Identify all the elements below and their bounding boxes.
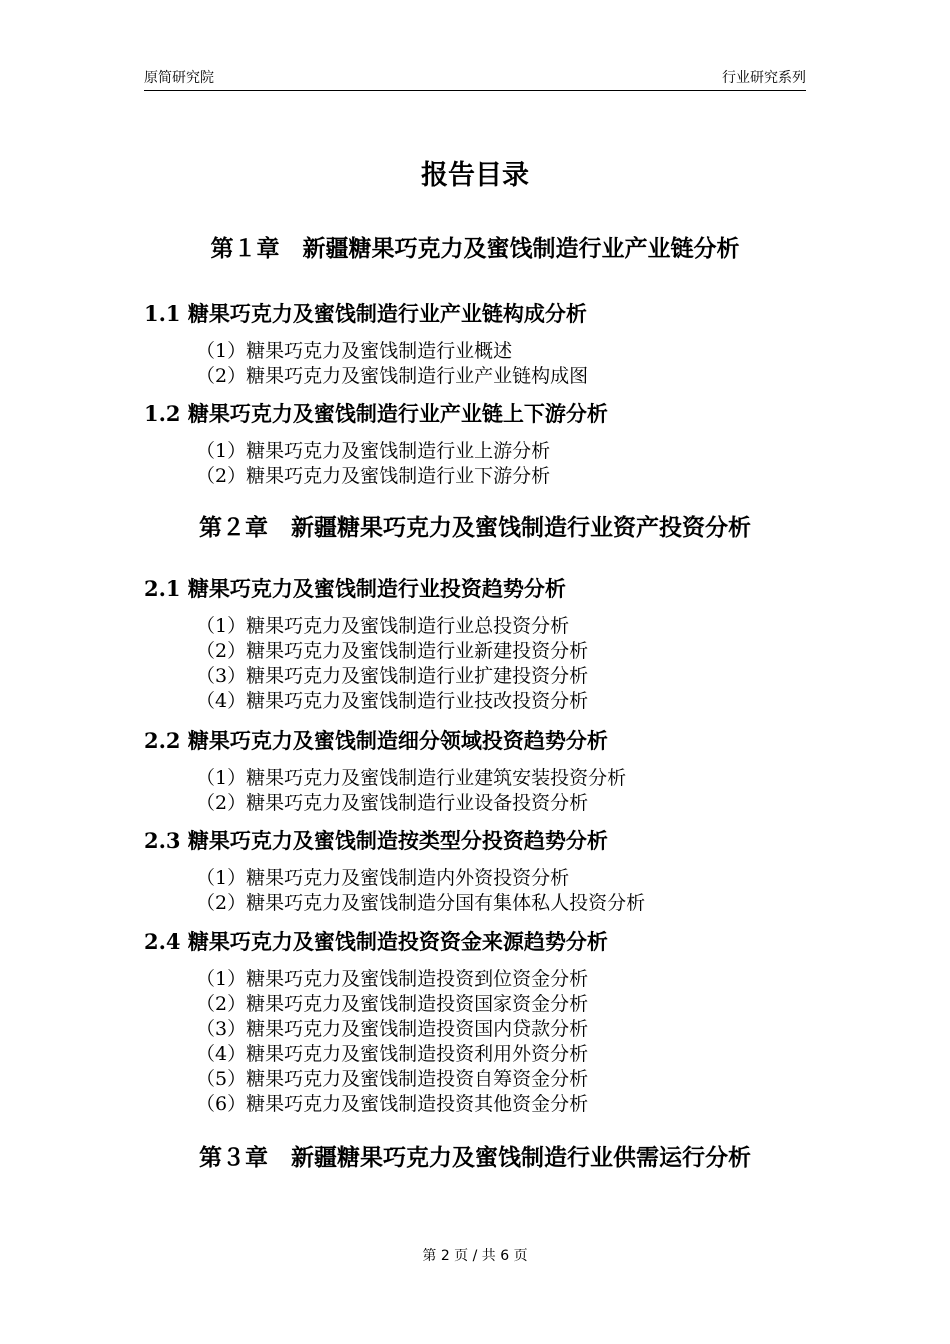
chapter-1-heading: 第１章 新疆糖果巧克力及蜜饯制造行业产业链分析: [210, 235, 740, 262]
section-1-2-heading: 1.2 糖果巧克力及蜜饯制造行业产业链上下游分析: [144, 401, 608, 426]
page-header: [144, 66, 806, 91]
toc-item: （1）糖果巧克力及蜜饯制造行业上游分析: [196, 440, 551, 462]
toc-item: （1）糖果巧克力及蜜饯制造行业建筑安装投资分析: [196, 767, 627, 789]
section-2-4-heading: 2.4 糖果巧克力及蜜饯制造投资资金来源趋势分析: [144, 929, 608, 954]
chapter-3-heading: 第３章 新疆糖果巧克力及蜜饯制造行业供需运行分析: [199, 1144, 751, 1171]
page-number-footer: 第 2 页 / 共 6 页: [422, 1248, 528, 1264]
section-2-2-heading: 2.2 糖果巧克力及蜜饯制造细分领域投资趋势分析: [144, 728, 608, 753]
toc-item: （3）糖果巧克力及蜜饯制造行业扩建投资分析: [196, 665, 589, 687]
toc-item: （4）糖果巧克力及蜜饯制造行业技改投资分析: [196, 690, 589, 712]
section-2-3-heading: 2.3 糖果巧克力及蜜饯制造按类型分投资趋势分析: [144, 828, 608, 853]
toc-item: （1）糖果巧克力及蜜饯制造内外资投资分析: [196, 867, 570, 889]
toc-item: （5）糖果巧克力及蜜饯制造投资自筹资金分析: [196, 1068, 589, 1090]
section-1-1-heading: 1.1 糖果巧克力及蜜饯制造行业产业链构成分析: [144, 301, 587, 326]
toc-item: （3）糖果巧克力及蜜饯制造投资国内贷款分析: [196, 1018, 589, 1040]
toc-item: （2）糖果巧克力及蜜饯制造行业下游分析: [196, 465, 551, 487]
toc-item: （2）糖果巧克力及蜜饯制造分国有集体私人投资分析: [196, 892, 646, 914]
toc-item: （1）糖果巧克力及蜜饯制造行业总投资分析: [196, 615, 570, 637]
toc-item: （2）糖果巧克力及蜜饯制造投资国家资金分析: [196, 993, 589, 1015]
section-2-1-heading: 2.1 糖果巧克力及蜜饯制造行业投资趋势分析: [144, 576, 566, 601]
toc-item: （2）糖果巧克力及蜜饯制造行业产业链构成图: [196, 365, 589, 387]
document-title: 报告目录: [421, 160, 529, 191]
toc-item: （6）糖果巧克力及蜜饯制造投资其他资金分析: [196, 1093, 589, 1115]
toc-item: （1）糖果巧克力及蜜饯制造行业概述: [196, 340, 513, 362]
toc-item: （2）糖果巧克力及蜜饯制造行业新建投资分析: [196, 640, 589, 662]
toc-item: （2）糖果巧克力及蜜饯制造行业设备投资分析: [196, 792, 589, 814]
header-right-text: 行业研究系列: [722, 70, 806, 86]
header-left-text: 原简研究院: [144, 70, 214, 86]
chapter-2-heading: 第２章 新疆糖果巧克力及蜜饯制造行业资产投资分析: [199, 514, 751, 541]
toc-item: （4）糖果巧克力及蜜饯制造投资利用外资分析: [196, 1043, 589, 1065]
toc-item: （1）糖果巧克力及蜜饯制造投资到位资金分析: [196, 968, 589, 990]
